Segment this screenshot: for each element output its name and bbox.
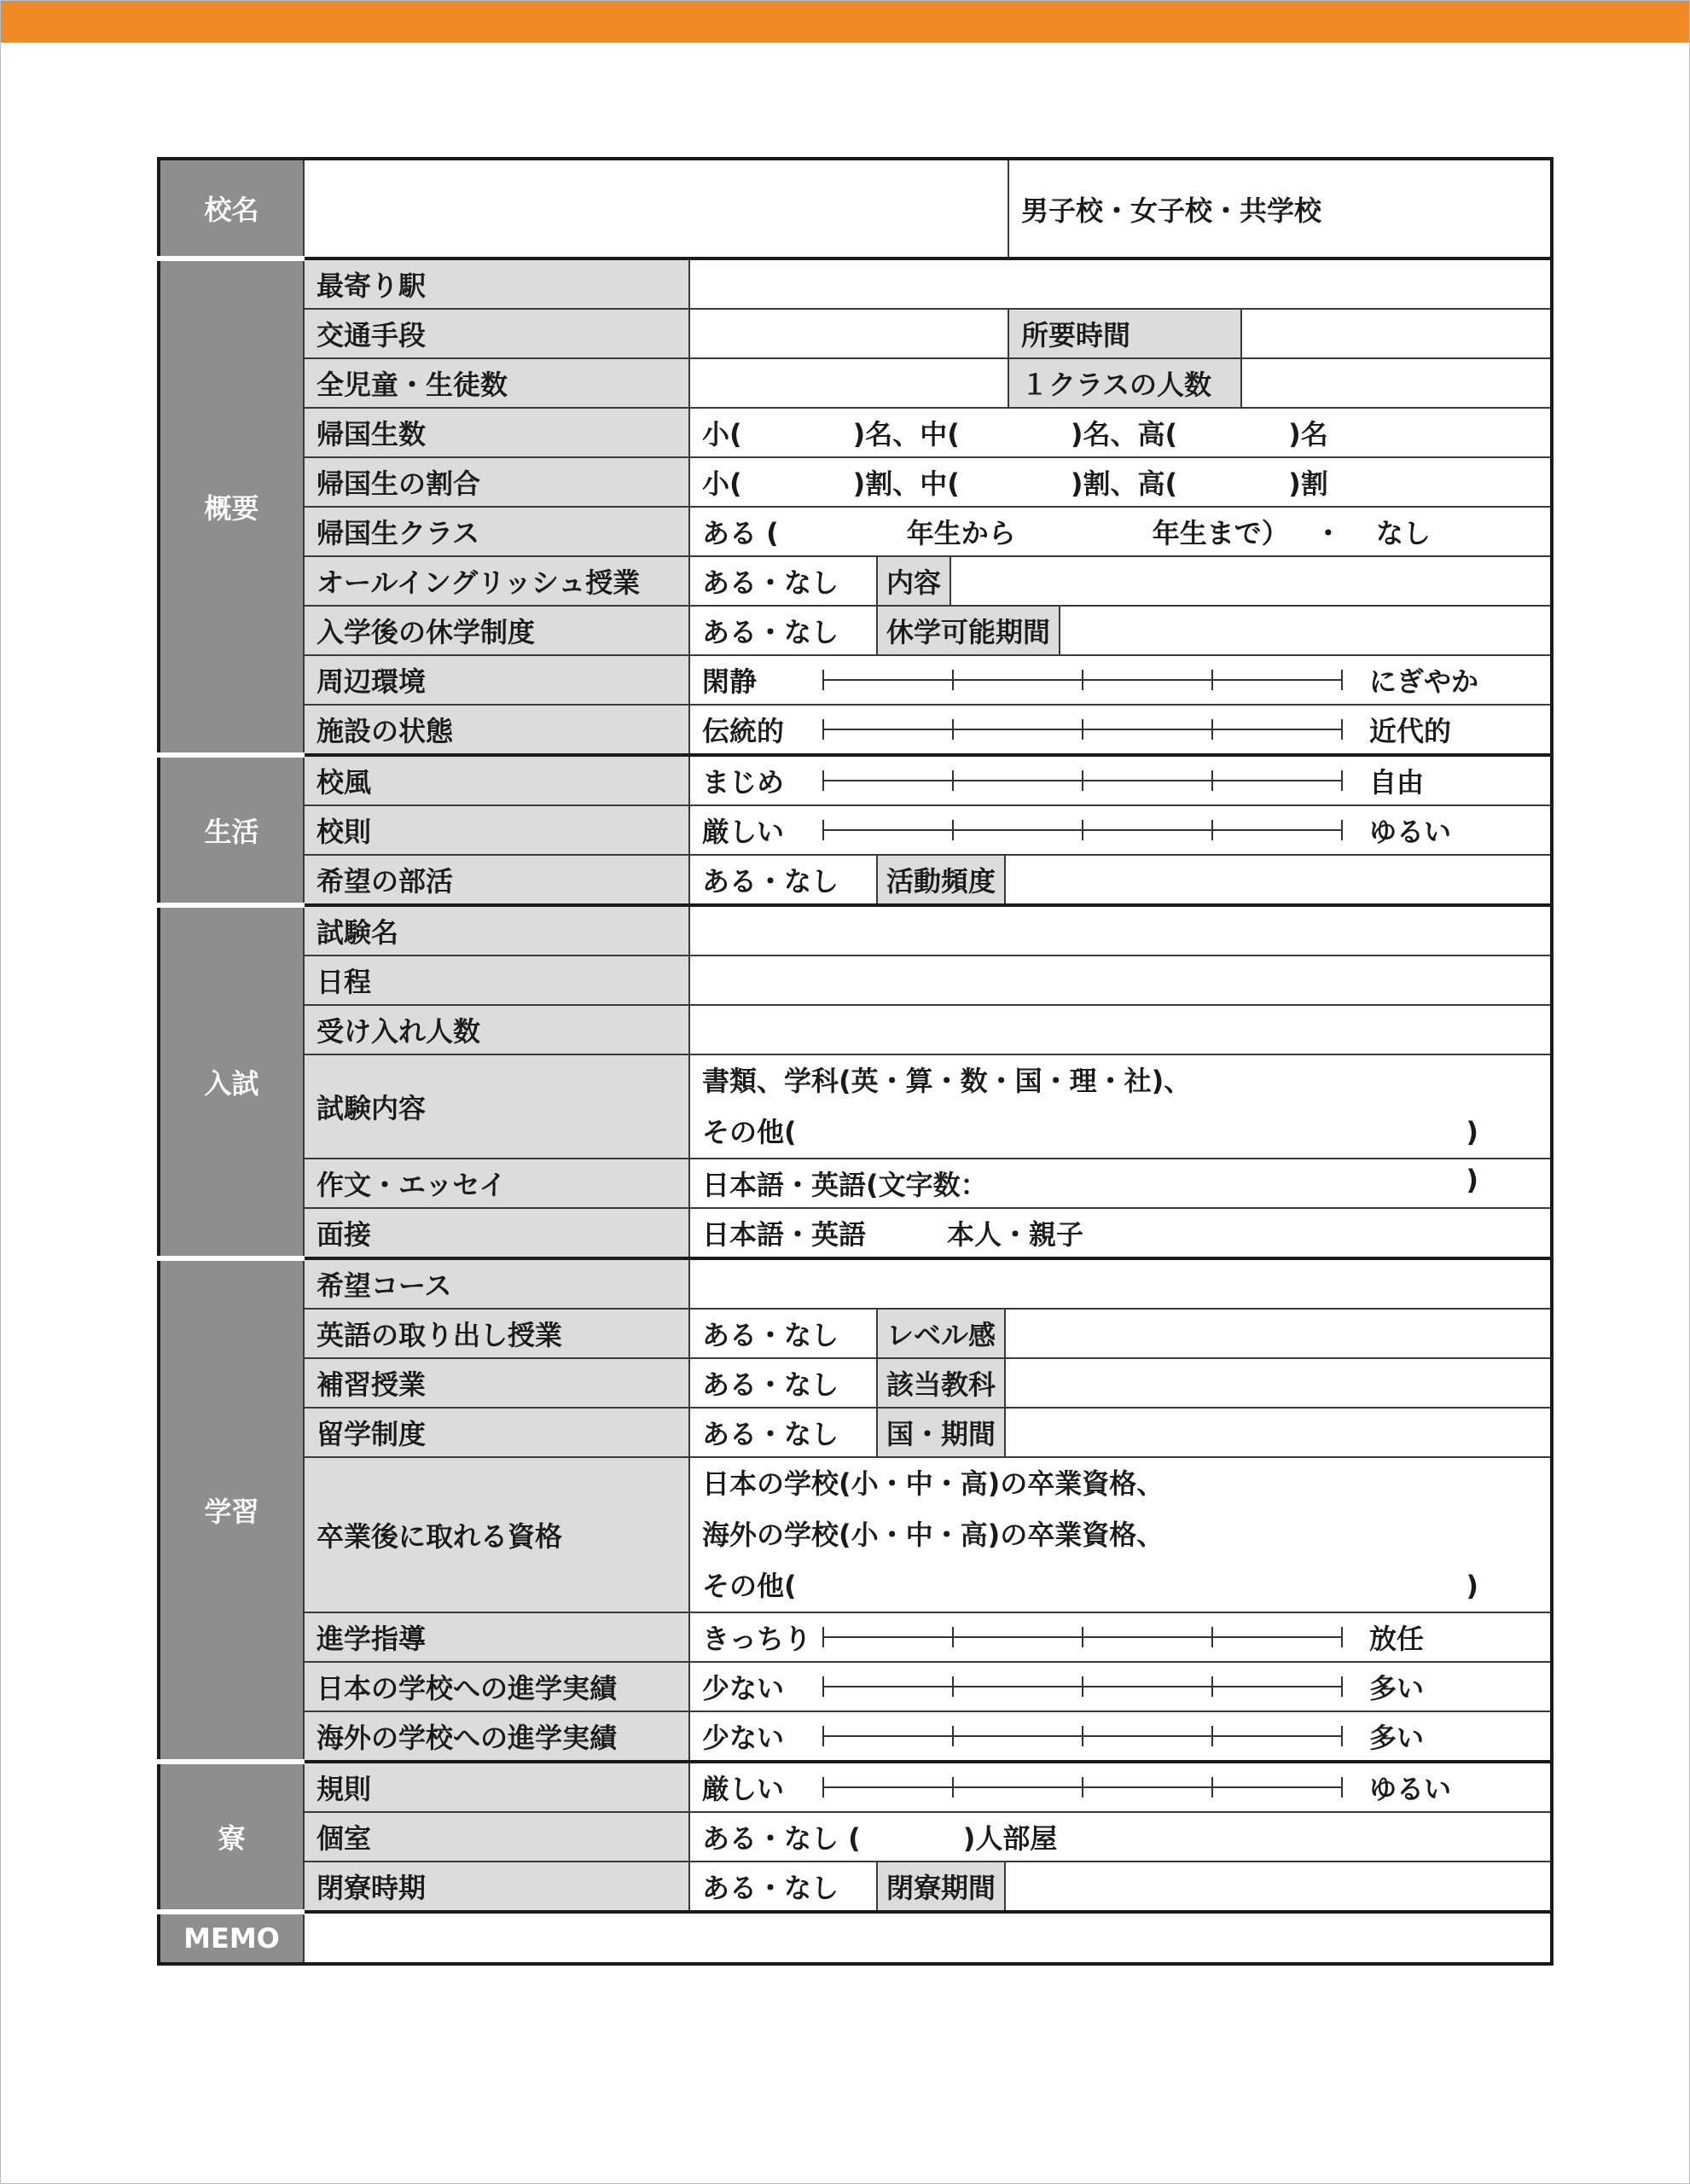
- supplementary-sublabel: 該当教科: [876, 1359, 1006, 1407]
- school-name-row: [159, 159, 1552, 258]
- schedule-row: [159, 956, 1552, 1005]
- exam-content-field[interactable]: [689, 1054, 1552, 1159]
- culture-scale-line[interactable]: [822, 768, 1344, 793]
- class-size-field[interactable]: [1241, 358, 1552, 408]
- interview-field[interactable]: [689, 1208, 1552, 1258]
- category-life: 生活: [159, 755, 304, 905]
- dorm-rules-row: [159, 1762, 1552, 1812]
- guidance-row: [159, 1612, 1552, 1662]
- interview-label: 面接: [304, 1208, 689, 1258]
- returnee-class-row: [159, 507, 1552, 556]
- facility-right: 近代的: [1369, 715, 1452, 747]
- jp-results-scale-line[interactable]: [822, 1674, 1344, 1699]
- jp-results-left: 少ない: [702, 1672, 785, 1705]
- supplementary-label: 補習授業: [304, 1358, 689, 1408]
- interview-language: 日本語・英語: [702, 1218, 867, 1251]
- abroad-results-row: [159, 1711, 1552, 1762]
- returnee-ratio-p2: )割、中(: [852, 468, 960, 500]
- course-label: 希望コース: [304, 1258, 689, 1309]
- facility-scale[interactable]: [689, 705, 1552, 755]
- school-type: 男子校・女子校・共学校: [1008, 159, 1552, 258]
- returnee-count-label: 帰国生数: [304, 408, 689, 457]
- supplementary-subject-field[interactable]: [1006, 1359, 1550, 1407]
- abroad-results-scale[interactable]: [689, 1711, 1552, 1762]
- pullout-field: [689, 1309, 1552, 1358]
- qualification-row: [159, 1457, 1552, 1612]
- supplementary-field: [689, 1358, 1552, 1408]
- dorm-rules-left: 厳しい: [702, 1773, 785, 1805]
- transport-row: [159, 309, 1552, 358]
- class-size-label: １クラスの人数: [1008, 358, 1241, 408]
- closure-row: [159, 1862, 1552, 1912]
- returnee-count-field[interactable]: [689, 408, 1552, 457]
- guidance-right: 放任: [1369, 1623, 1425, 1655]
- school-name-field[interactable]: [304, 159, 1008, 258]
- exam-content-row: [159, 1054, 1552, 1159]
- exam-content-label: 試験内容: [304, 1054, 689, 1159]
- schedule-field[interactable]: [689, 956, 1552, 1005]
- category-dorm: 寮: [159, 1762, 304, 1912]
- environment-scale-line[interactable]: [822, 667, 1344, 693]
- school-info-sheet: [157, 157, 1554, 1966]
- club-field: [689, 855, 1552, 905]
- environment-label: 周辺環境: [304, 655, 689, 705]
- club-label: 希望の部活: [304, 855, 689, 905]
- memo-row: [159, 1912, 1552, 1964]
- culture-scale[interactable]: [689, 755, 1552, 805]
- qualification-line1: 日本の学校(小・中・高)の卒業資格、: [702, 1467, 1164, 1500]
- environment-row: [159, 655, 1552, 705]
- returnee-ratio-row: [159, 457, 1552, 507]
- culture-right: 自由: [1369, 766, 1425, 799]
- jp-results-row: [159, 1662, 1552, 1711]
- guidance-scale-line[interactable]: [822, 1624, 1344, 1650]
- study-abroad-label: 留学制度: [304, 1408, 689, 1457]
- category-exam: 入試: [159, 905, 304, 1258]
- abroad-results-label: 海外の学校への進学実績: [304, 1711, 689, 1762]
- students-row: [159, 358, 1552, 408]
- returnee-ratio-p1: 小(: [702, 468, 742, 500]
- leave-value[interactable]: ある・なし: [702, 616, 839, 648]
- all-english-value[interactable]: ある・なし: [702, 566, 839, 599]
- qualification-field[interactable]: [689, 1457, 1552, 1612]
- interview-row: [159, 1208, 1552, 1258]
- returnee-class-field[interactable]: [689, 507, 1552, 556]
- dorm-rules-scale-line[interactable]: [822, 1774, 1344, 1800]
- returnee-count-p1: 小(: [702, 418, 742, 450]
- room-row: [159, 1812, 1552, 1862]
- closure-value[interactable]: ある・なし: [702, 1872, 839, 1904]
- schedule-label: 日程: [304, 956, 689, 1005]
- returnee-count-p2: )名、中(: [852, 418, 960, 450]
- closure-field: [689, 1862, 1552, 1912]
- culture-row: [159, 755, 1552, 805]
- qualification-line2: 海外の学校(小・中・高)の卒業資格、: [702, 1519, 1164, 1551]
- culture-left: まじめ: [702, 766, 785, 799]
- guidance-left: きっちり: [702, 1623, 812, 1655]
- room-p2: )人部屋: [962, 1822, 1058, 1855]
- transport-label: 交通手段: [304, 309, 689, 358]
- study-abroad-row: [159, 1408, 1552, 1457]
- facility-scale-line[interactable]: [822, 717, 1344, 742]
- club-value[interactable]: ある・なし: [702, 865, 839, 897]
- category-memo: MEMO: [159, 1912, 304, 1964]
- school-rules-row: [159, 805, 1552, 855]
- environment-left: 閑静: [702, 665, 758, 698]
- interview-attendee: 本人・親子: [947, 1218, 1084, 1251]
- exam-content-line2: その他(: [702, 1116, 797, 1148]
- club-sublabel: 活動頻度: [876, 856, 1006, 903]
- abroad-results-scale-line[interactable]: [822, 1723, 1344, 1749]
- dorm-rules-right: ゆるい: [1369, 1773, 1452, 1805]
- returnee-ratio-field[interactable]: [689, 457, 1552, 507]
- room-label: 個室: [304, 1812, 689, 1862]
- all-english-label: オールイングリッシュ授業: [304, 556, 689, 606]
- capacity-row: [159, 1005, 1552, 1054]
- closure-label: 閉寮時期: [304, 1862, 689, 1912]
- room-field[interactable]: [689, 1812, 1552, 1862]
- students-label: 全児童・生徒数: [304, 358, 689, 408]
- study-abroad-field: [689, 1408, 1552, 1457]
- closure-sublabel: 閉寮期間: [876, 1862, 1006, 1910]
- returnee-count-p4: )名: [1288, 418, 1328, 450]
- station-row: [159, 258, 1552, 309]
- transport-field[interactable]: [689, 309, 1008, 358]
- all-english-sublabel: 内容: [876, 557, 951, 605]
- returnee-class-p4: ・: [1314, 517, 1342, 549]
- jp-results-scale[interactable]: [689, 1662, 1552, 1711]
- returnee-ratio-p3: )割、高(: [1070, 468, 1178, 500]
- essay-value: 日本語・英語(文字数：: [702, 1169, 988, 1201]
- returnee-ratio-label: 帰国生の割合: [304, 457, 689, 507]
- capacity-label: 受け入れ人数: [304, 1005, 689, 1054]
- station-field[interactable]: [689, 258, 1552, 309]
- abroad-results-right: 多い: [1369, 1722, 1425, 1754]
- course-field[interactable]: [689, 1258, 1552, 1309]
- jp-results-label: 日本の学校への進学実績: [304, 1662, 689, 1711]
- room-p1: ある・なし (: [702, 1822, 861, 1855]
- capacity-field[interactable]: [689, 1005, 1552, 1054]
- leave-field: [689, 606, 1552, 655]
- supplementary-row: [159, 1358, 1552, 1408]
- environment-scale[interactable]: [689, 655, 1552, 705]
- pullout-label: 英語の取り出し授業: [304, 1309, 689, 1358]
- returnee-class-p5: なし: [1375, 517, 1431, 549]
- school-rules-scale[interactable]: [689, 805, 1552, 855]
- category-school-name: 校名: [159, 159, 304, 258]
- returnee-class-label: 帰国生クラス: [304, 507, 689, 556]
- exam-name-label: 試験名: [304, 905, 689, 956]
- all-english-field: [689, 556, 1552, 606]
- culture-label: 校風: [304, 755, 689, 805]
- leave-label: 入学後の休学制度: [304, 606, 689, 655]
- environment-right: にぎやか: [1369, 665, 1479, 698]
- qualification-close: ): [1466, 1570, 1479, 1602]
- jp-results-right: 多い: [1369, 1672, 1425, 1705]
- study-abroad-country-field[interactable]: [1006, 1409, 1550, 1456]
- guidance-label: 進学指導: [304, 1612, 689, 1662]
- study-abroad-sublabel: 国・期間: [876, 1409, 1006, 1456]
- returnee-count-row: [159, 408, 1552, 457]
- course-row: [159, 1258, 1552, 1309]
- returnee-ratio-p4: )割: [1288, 468, 1328, 500]
- category-study: 学習: [159, 1258, 304, 1762]
- school-rules-right: ゆるい: [1369, 816, 1452, 848]
- essay-label: 作文・エッセイ: [304, 1159, 689, 1208]
- returnee-class-p2: 年生から: [906, 517, 1016, 549]
- exam-name-row: [159, 905, 1552, 956]
- students-field[interactable]: [689, 358, 1008, 408]
- school-rules-label: 校則: [304, 805, 689, 855]
- pullout-level-field[interactable]: [1006, 1310, 1550, 1357]
- closure-period-field[interactable]: [1006, 1862, 1550, 1910]
- exam-content-line1: 書類、学科(英・算・数・国・理・社)、: [702, 1065, 1192, 1097]
- dorm-rules-label: 規則: [304, 1762, 689, 1812]
- exam-name-field[interactable]: [689, 905, 1552, 956]
- club-frequency-field[interactable]: [1006, 856, 1550, 903]
- school-rules-left: 厳しい: [702, 816, 785, 848]
- returnee-class-p3: 年生まで）: [1152, 517, 1289, 549]
- pullout-row: [159, 1309, 1552, 1358]
- essay-field[interactable]: [689, 1159, 1552, 1208]
- returnee-class-p1: ある (: [702, 517, 779, 549]
- guidance-scale[interactable]: [689, 1612, 1552, 1662]
- pullout-value[interactable]: ある・なし: [702, 1319, 839, 1351]
- supplementary-value[interactable]: ある・なし: [702, 1368, 839, 1401]
- travel-time-field[interactable]: [1241, 309, 1552, 358]
- facility-label: 施設の状態: [304, 705, 689, 755]
- dorm-rules-scale[interactable]: [689, 1762, 1552, 1812]
- leave-sublabel: 休学可能期間: [876, 607, 1060, 654]
- travel-time-label: 所要時間: [1008, 309, 1241, 358]
- facility-row: [159, 705, 1552, 755]
- returnee-count-p3: )名、高(: [1070, 418, 1178, 450]
- school-rules-scale-line[interactable]: [822, 817, 1344, 843]
- exam-content-close: ): [1466, 1116, 1479, 1148]
- essay-close: ): [1466, 1164, 1479, 1196]
- qualification-line3: その他(: [702, 1570, 797, 1602]
- club-row: [159, 855, 1552, 905]
- all-english-detail-field[interactable]: [951, 557, 1550, 605]
- facility-left: 伝統的: [702, 715, 785, 747]
- study-abroad-value[interactable]: ある・なし: [702, 1418, 839, 1450]
- qualification-label: 卒業後に取れる資格: [304, 1457, 689, 1612]
- leave-row: [159, 606, 1552, 655]
- leave-period-field[interactable]: [1060, 607, 1550, 654]
- memo-field[interactable]: [304, 1912, 1552, 1964]
- pullout-sublabel: レベル感: [876, 1310, 1006, 1357]
- category-overview: 概要: [159, 258, 304, 755]
- essay-row: [159, 1159, 1552, 1208]
- station-label: 最寄り駅: [304, 258, 689, 309]
- all-english-row: [159, 556, 1552, 606]
- abroad-results-left: 少ない: [702, 1722, 785, 1754]
